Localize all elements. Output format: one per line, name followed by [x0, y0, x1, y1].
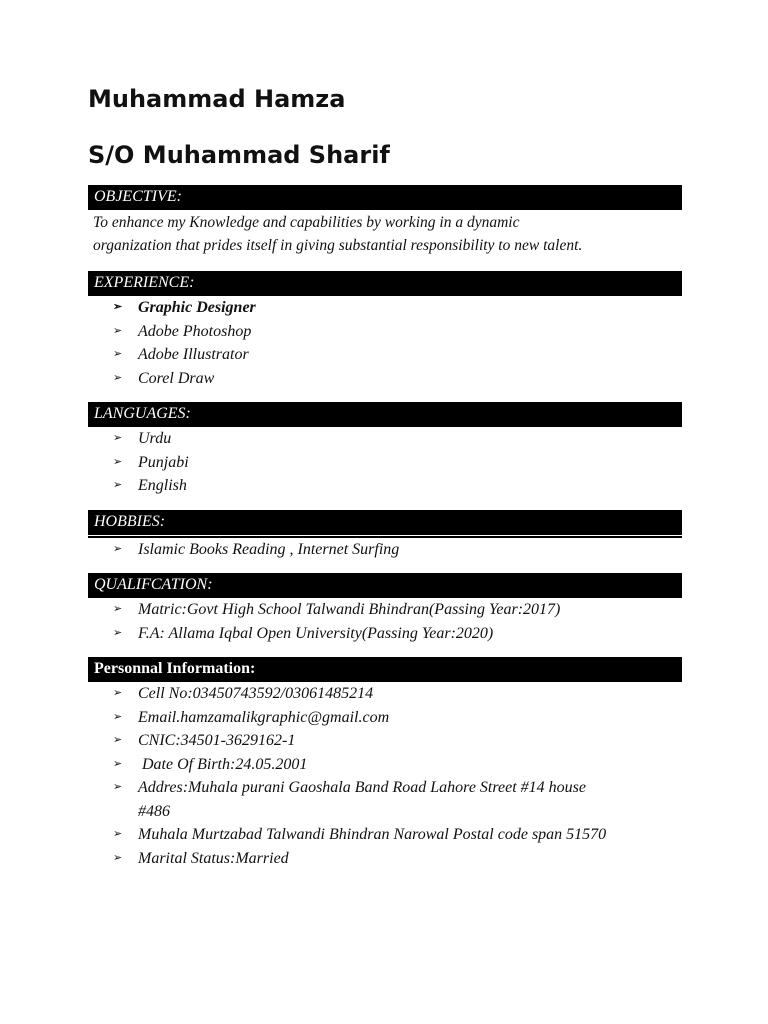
arrow-bullet-icon: ➢ [113, 757, 123, 770]
personal-info-heading: Personnal Information: [88, 657, 682, 682]
list-item: ➢ F.A: Allama Iqbal Open University(Passing Year:2020) [88, 622, 682, 646]
list-item: ➢ Punjabi [88, 451, 682, 475]
list-item: ➢ Islamic Books Reading , Internet Surfing [88, 538, 682, 562]
list-item: ➢ Email.hamzamalikgraphic@gmail.com [88, 706, 682, 730]
arrow-bullet-icon: ➢ [113, 710, 123, 723]
candidate-parent: S/O Muhammad Sharif [88, 141, 390, 169]
arrow-bullet-icon: ➢ [113, 348, 123, 360]
arrow-bullet-icon: ➢ [113, 542, 123, 555]
arrow-bullet-icon: ➢ [113, 603, 123, 615]
objective-heading: OBJECTIVE: [88, 185, 682, 210]
arrow-bullet-icon: ➢ [113, 828, 123, 840]
objective-text [88, 211, 682, 257]
arrow-bullet-icon: ➢ [113, 851, 123, 864]
list-item: ➢ Urdu [88, 427, 682, 451]
arrow-bullet-icon: ➢ [113, 432, 123, 444]
experience-list [88, 296, 682, 390]
list-item: ➢ English [88, 474, 682, 498]
list-item: ➢ CNIC:34501-3629162-1 [88, 729, 682, 753]
list-item: ➢ Graphic Designer [88, 296, 682, 320]
arrow-bullet-icon: ➢ [113, 479, 123, 491]
languages-heading: LANGUAGES: [88, 402, 682, 427]
list-item: ➢ Cell No:03450743592/03061485214 [88, 682, 682, 706]
arrow-bullet-icon: ➢ [113, 687, 123, 699]
list-item: ➢ Date Of Birth:24.05.2001 [88, 753, 682, 777]
list-item: ➢ Addres:Muhala purani Gaoshala Band Road Lahore Street #14 house #486 [88, 776, 682, 823]
list-item: ➢ Marital Status:Married [88, 847, 682, 871]
list-item: ➢ Muhala Murtzabad Talwandi Bhindran Narowal Postal code span 51570 [88, 823, 682, 847]
list-item: ➢ Corel Draw [88, 367, 682, 391]
arrow-bullet-icon: ➢ [113, 455, 123, 468]
arrow-bullet-icon: ➢ [113, 626, 123, 639]
hobbies-list [88, 538, 682, 562]
qualification-heading: QUALIFCATION: [88, 573, 682, 598]
list-item: ➢ Matric:Govt High School Talwandi Bhindran(Passing Year:2017) [88, 598, 682, 622]
list-item: ➢ Adobe Illustrator [88, 343, 682, 367]
resume-page [88, 84, 682, 870]
arrow-bullet-icon: ➢ [113, 371, 123, 384]
qualification-list [88, 598, 682, 645]
languages-list [88, 427, 682, 498]
personal-info-list [88, 682, 682, 870]
list-item: ➢ Adobe Photoshop [88, 320, 682, 344]
hobbies-heading: HOBBIES: [88, 510, 682, 535]
objective-line-1: To enhance my Knowledge and capabilities by working in a dynamic [93, 214, 520, 231]
arrow-bullet-icon: ➢ [113, 734, 123, 746]
experience-heading: EXPERIENCE: [88, 271, 682, 296]
arrow-bullet-icon: ➢ [113, 301, 123, 313]
candidate-name: Muhammad Hamza [88, 85, 346, 113]
arrow-bullet-icon: ➢ [113, 324, 123, 337]
objective-line-2: organization that prides itself in giving substantial responsibility to new talent. [93, 237, 583, 254]
arrow-bullet-icon: ➢ [113, 781, 123, 793]
